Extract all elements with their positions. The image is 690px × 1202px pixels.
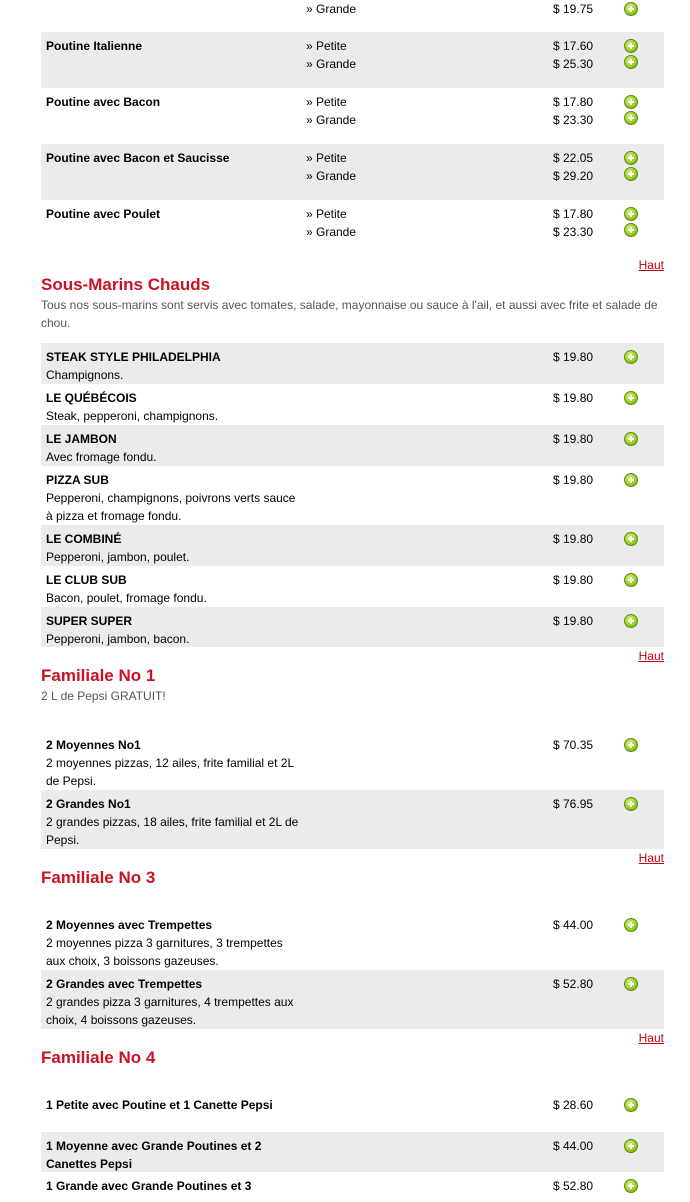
- size-label: » Grande: [306, 169, 357, 183]
- add-to-cart-icon[interactable]: [624, 1098, 638, 1112]
- price-label: $ 19.80: [553, 532, 594, 546]
- item-name: Poutine avec Bacon et Saucisse: [46, 151, 230, 165]
- menu-list: [41, 0, 664, 1202]
- price-label: $ 19.80: [553, 614, 594, 628]
- price-label: $ 70.35: [553, 738, 594, 752]
- category-title: Familiale No 1: [41, 666, 156, 685]
- item-name: 2 Moyennes avec Trempettes: [46, 918, 213, 932]
- item-description: Pepperoni, jambon, bacon.: [46, 632, 190, 646]
- price-label: $ 19.80: [553, 473, 594, 487]
- item-name: SUPER SUPER: [46, 614, 133, 628]
- add-to-cart-icon[interactable]: [624, 167, 638, 181]
- item-description: Bacon, poulet, fromage fondu.: [46, 591, 207, 605]
- size-label: » Petite: [306, 39, 347, 53]
- add-to-cart-icon[interactable]: [624, 1139, 638, 1153]
- price-label: $ 17.60: [553, 39, 594, 53]
- back-to-top-row: [41, 849, 664, 867]
- add-to-cart-icon[interactable]: [624, 977, 638, 991]
- item-description: Pepperoni, champignons, poivrons verts sauce à pizza et fromage fondu.: [46, 491, 296, 523]
- price-label: $ 29.20: [553, 169, 594, 183]
- item-description: 2 moyennes pizzas, 12 ailes, frite familial et 2L de Pepsi.: [46, 756, 294, 788]
- menu-row: [41, 32, 664, 88]
- back-to-top-row: [41, 647, 664, 665]
- size-label: » Grande: [306, 225, 357, 239]
- menu-row: [41, 790, 664, 849]
- add-to-cart-icon[interactable]: [624, 95, 638, 109]
- price-label: $ 23.30: [553, 225, 594, 239]
- add-to-cart-icon[interactable]: [624, 111, 638, 125]
- item-name: 1 Petite avec Poutine et 1 Canette Pepsi: [46, 1098, 273, 1112]
- menu-row: [41, 144, 664, 200]
- price-label: $ 23.30: [553, 113, 594, 127]
- size-label: » Grande: [306, 113, 357, 127]
- menu-row: [41, 466, 664, 525]
- add-to-cart-icon[interactable]: [624, 573, 638, 587]
- category-spacer: [41, 889, 664, 911]
- menu-row: [41, 384, 664, 425]
- add-to-cart-icon[interactable]: [624, 614, 638, 628]
- price-label: $ 19.75: [553, 2, 594, 16]
- add-to-cart-icon[interactable]: [624, 207, 638, 221]
- add-to-cart-icon[interactable]: [624, 797, 638, 811]
- price-label: $ 52.80: [553, 977, 594, 991]
- item-description: 2 grandes pizzas, 18 ailes, frite familial et 2L de Pepsi.: [46, 815, 299, 847]
- add-to-cart-icon[interactable]: [624, 2, 638, 16]
- item-name: LE JAMBON: [46, 432, 117, 446]
- add-to-cart-icon[interactable]: [624, 1179, 638, 1193]
- category-title: Familiale No 4: [41, 1048, 156, 1067]
- add-to-cart-icon[interactable]: [624, 223, 638, 237]
- add-to-cart-icon[interactable]: [624, 350, 638, 364]
- back-to-top-row: [41, 256, 664, 274]
- menu-row: [41, 200, 664, 256]
- back-to-top-link[interactable]: Haut: [638, 258, 664, 272]
- back-to-top-link[interactable]: Haut: [638, 851, 664, 865]
- size-label: » Petite: [306, 95, 347, 109]
- add-to-cart-icon[interactable]: [624, 532, 638, 546]
- item-name: 2 Moyennes No1: [46, 738, 141, 752]
- item-description: Pepperoni, jambon, poulet.: [46, 550, 190, 564]
- item-name: Poutine Italienne: [46, 39, 143, 53]
- price-label: $ 22.05: [553, 151, 594, 165]
- menu-row: [41, 911, 664, 970]
- price-label: $ 19.80: [553, 350, 594, 364]
- menu-row-partial: [41, 0, 664, 32]
- item-name: STEAK STYLE PHILADELPHIA: [46, 350, 221, 364]
- menu-row: [41, 731, 664, 790]
- item-name: 2 Grandes avec Trempettes: [46, 977, 203, 991]
- item-name: 1 Moyenne avec Grande Poutines et 2 Canettes Pepsi: [46, 1139, 262, 1171]
- item-description: 2 moyennes pizza 3 garnitures, 3 trempettes aux choix, 3 boissons gazeuses.: [46, 936, 283, 968]
- item-description: Champignons.: [46, 368, 124, 382]
- price-label: $ 44.00: [553, 918, 594, 932]
- menu-row: [41, 343, 664, 384]
- back-to-top-link[interactable]: Haut: [638, 649, 664, 663]
- item-name: Poutine avec Poulet: [46, 207, 161, 221]
- price-label: $ 52.80: [553, 1179, 594, 1193]
- menu-row: [41, 970, 664, 1029]
- category-spacer: [41, 1069, 664, 1091]
- menu-row: [41, 1172, 664, 1202]
- add-to-cart-icon[interactable]: [624, 918, 638, 932]
- price-label: $ 19.80: [553, 432, 594, 446]
- menu-row: [41, 1091, 664, 1132]
- menu-row: [41, 566, 664, 607]
- price-label: $ 76.95: [553, 797, 594, 811]
- item-name: LE COMBINÉ: [46, 532, 122, 546]
- category-title: Sous-Marins Chauds: [41, 275, 211, 294]
- add-to-cart-icon[interactable]: [624, 473, 638, 487]
- add-to-cart-icon[interactable]: [624, 55, 638, 69]
- add-to-cart-icon[interactable]: [624, 391, 638, 405]
- item-description: 2 grandes pizza 3 garnitures, 4 trempettes aux choix, 4 boissons gazeuses.: [46, 995, 294, 1027]
- size-label: » Petite: [306, 207, 347, 221]
- back-to-top-row: [41, 1029, 664, 1047]
- item-description: Steak, pepperoni, champignons.: [46, 409, 219, 423]
- price-label: $ 19.80: [553, 573, 594, 587]
- item-name: Poutine avec Bacon: [46, 95, 161, 109]
- size-label: » Petite: [306, 151, 347, 165]
- item-name: 2 Grandes No1: [46, 797, 131, 811]
- back-to-top-link[interactable]: Haut: [638, 1031, 664, 1045]
- price-label: $ 17.80: [553, 95, 594, 109]
- price-label: $ 44.00: [553, 1139, 594, 1153]
- menu-row: [41, 607, 664, 647]
- size-label: » Grande: [306, 57, 357, 71]
- item-name: 1 Grande avec Grande Poutines et 3: [46, 1179, 252, 1193]
- size-label: » Grande: [306, 2, 357, 16]
- item-description: Avec fromage fondu.: [46, 450, 157, 464]
- price-label: $ 19.80: [553, 391, 594, 405]
- item-name: LE QUÉBÉCOIS: [46, 391, 137, 405]
- menu-row: [41, 88, 664, 144]
- category-description: 2 L de Pepsi GRATUIT!: [41, 689, 166, 703]
- menu-row: [41, 425, 664, 466]
- price-label: $ 17.80: [553, 207, 594, 221]
- item-name: PIZZA SUB: [46, 473, 109, 487]
- add-to-cart-icon[interactable]: [624, 738, 638, 752]
- add-to-cart-icon[interactable]: [624, 39, 638, 53]
- category-title: Familiale No 3: [41, 868, 156, 887]
- menu-row: [41, 525, 664, 566]
- item-name: LE CLUB SUB: [46, 573, 127, 587]
- menu-row: [41, 1132, 664, 1172]
- price-label: $ 28.60: [553, 1098, 594, 1112]
- add-to-cart-icon[interactable]: [624, 432, 638, 446]
- price-label: $ 25.30: [553, 57, 594, 71]
- add-to-cart-icon[interactable]: [624, 151, 638, 165]
- category-description: Tous nos sous-marins sont servis avec tomates, salade, mayonnaise ou sauce à l'ail, et aussi avec frite et salade de chou.: [41, 298, 658, 330]
